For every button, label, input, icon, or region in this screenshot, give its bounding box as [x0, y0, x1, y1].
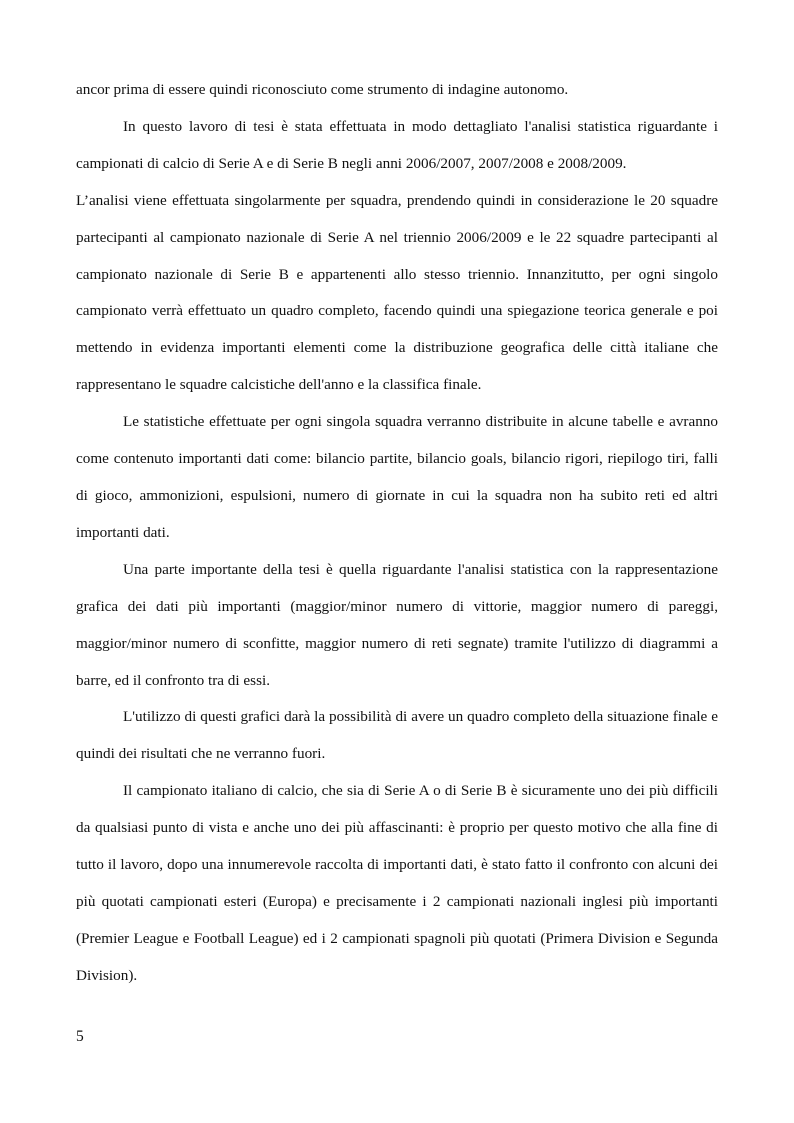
body-text — [76, 72, 718, 995]
page-number: 5 — [76, 1028, 84, 1045]
paragraph-4: Le statistiche effettuate per ogni singola squadra verranno distribuite in alcune tabelle e avranno come contenuto importanti dati come: bilancio partite, bilancio goals, bilancio rigori, riepilogo tiri, falli di gioco, ammonizioni, espulsioni, numero di giornate in cui la squadra non ha subito reti ed altri importanti dati. — [76, 413, 718, 541]
paragraph-5: Una parte importante della tesi è quella riguardante l'analisi statistica con la rappresentazione grafica dei dati più importanti (maggior/minor numero di vittorie, maggior numero di pareggi, maggior/minor numero di sconfitte, maggior numero di reti segnate) tramite l'utilizzo di diagrammi a barre, ed il confronto tra di essi. — [76, 560, 718, 689]
paragraph-7: Il campionato italiano di calcio, che sia di Serie A o di Serie B è sicuramente uno dei più difficili da qualsiasi punto di vista e anche uno dei più affascinanti: è proprio per questo motivo che alla fine di tutto il lavoro, dopo una innumerevole raccolta di importanti dati, è stato fatto il confronto con alcuni dei più quotati campionati esteri (Europa) e precisamente i 2 campionati nazionali inglesi più importanti (Premier League e Football League) ed i 2 campionati spagnoli più quotati (Primera Division e Segunda Division). — [76, 782, 718, 984]
paragraph-2: In questo lavoro di tesi è stata effettuata in modo dettagliato l'analisi statistica riguardante i campionati di calcio di Serie A e di Serie B negli anni 2006/2007, 2007/2008 e 2008/2009. — [76, 117, 718, 172]
paragraph-3: L’analisi viene effettuata singolarmente per squadra, prendendo quindi in considerazione le 20 squadre partecipanti al campionato nazionale di Serie A nel triennio 2006/2009 e le 22 squadre partecipanti al campionato nazionale di Serie B e appartenenti allo stesso triennio. Innanzitutto, per ogni singolo campionato verrà effettuato un quadro completo, facendo quindi una spiegazione teorica generale e poi mettendo in evidenza importanti elementi come la distribuzione geografica delle città italiane che rappresentano le squadre calcistiche dell'anno e la classifica finale. — [76, 191, 718, 394]
paragraph-1: ancor prima di essere quindi riconosciuto come strumento di indagine autonomo. — [76, 81, 569, 98]
paragraph-6: L'utilizzo di questi grafici darà la possibilità di avere un quadro completo della situazione finale e quindi dei risultati che ne verranno fuori. — [76, 708, 718, 763]
